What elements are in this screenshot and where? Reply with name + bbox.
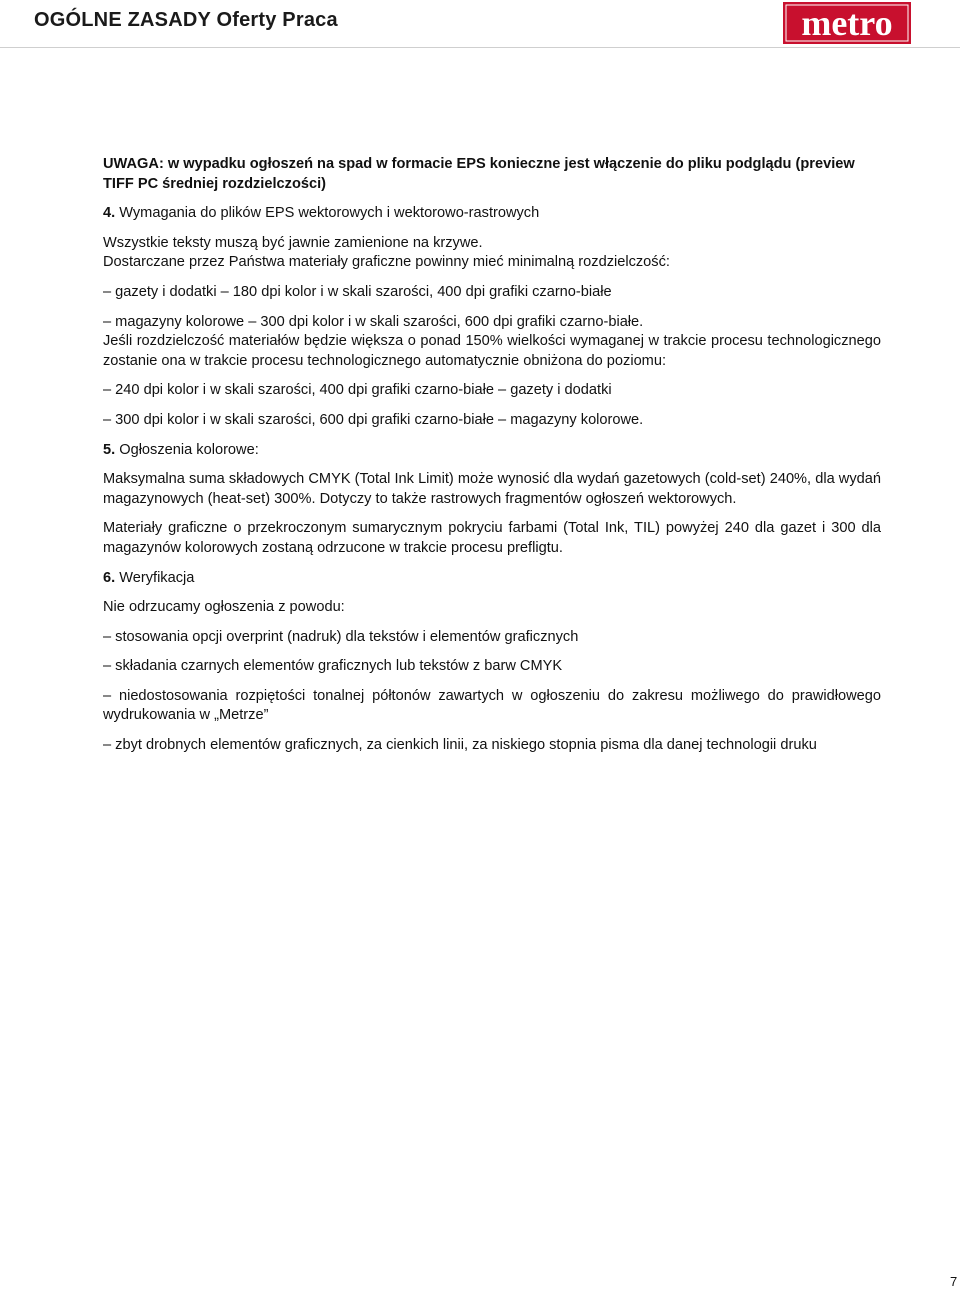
reason-list-item: – stosowania opcji overprint (nadruk) dla tekstów i elementów graficznych: [103, 628, 579, 645]
resolution-reduction-paragraph: Jeśli rozdzielczość materiałów będzie większa o ponad 150% wielkości wymaganej w trakcie procesu technologicznego zostanie ona w trakcie procesu technologicznego automatycznie obniżona do poziomu:: [103, 333, 881, 369]
reason-list-item: – składania czarnych elementów graficznych lub tekstów z barw CMYK: [103, 658, 563, 675]
metro-logo: [783, 2, 911, 44]
section-5-heading: [103, 441, 881, 461]
section-4-heading: [103, 204, 881, 224]
reduction-magazines: – 300 dpi kolor i w skali szarości, 600 dpi grafiki czarno-białe – magazyny kolorowe.: [103, 411, 644, 428]
section-number: 4.: [103, 205, 116, 222]
logo-text: metro: [801, 3, 893, 43]
header-divider: [0, 47, 960, 48]
warning-note: UWAGA: w wypadku ogłoszeń na spad w formacie EPS konieczne jest włączenie do pliku podglądu (preview TIFF PC średniej rozdzielczości): [103, 156, 855, 192]
page-number: 7: [950, 1274, 958, 1289]
reason-list-item: – zbyt drobnych elementów graficznych, za cienkich linii, za niskiego stopnia pisma dla danej technologii druku: [103, 737, 817, 754]
resolution-newspapers: – gazety i dodatki – 180 dpi kolor i w skali szarości, 400 dpi grafiki czarno-białe: [103, 283, 612, 300]
document-body: [103, 155, 881, 766]
not-rejected-intro: Nie odrzucamy ogłoszenia z powodu:: [103, 599, 345, 616]
til-rejection-paragraph: Materiały graficzne o przekroczonym sumarycznym pokryciu farbami (Total Ink, TIL) powyżej 240 dla gazet i 300 dla magazynów kolorowych zostaną odrzucone w trakcie procesu prefligtu.: [103, 520, 881, 556]
section-title: Weryfikacja: [115, 569, 195, 586]
reason-list-item: – niedostosowania rozpiętości tonalnej półtonów zawartych w ogłoszeniu do zakresu możliwego do prawidłowego wydrukowania w „Metrze”: [103, 687, 881, 724]
resolution-intro: Dostarczane przez Państwa materiały graficzne powinny mieć minimalną rozdzielczość:: [103, 254, 670, 271]
section-title: Wymagania do plików EPS wektorowych i wektorowo-rastrowych: [115, 205, 540, 222]
document-title: OGÓLNE ZASADY Oferty Praca: [34, 9, 338, 31]
cmyk-limit-paragraph: Maksymalna suma składowych CMYK (Total Ink Limit) może wynosić dla wydań gazetowych (cold-set) 240%, dla wydań magazynowych (heat-set) 300%. Dotyczy to także rastrowych fragmentów ogłoszeń wektorowych.: [103, 471, 881, 507]
reduction-newspapers: – 240 dpi kolor i w skali szarości, 400 dpi grafiki czarno-białe – gazety i dodatki: [103, 382, 612, 399]
section-number: 6.: [103, 569, 116, 586]
page-header: [0, 0, 960, 48]
section-title: Ogłoszenia kolorowe:: [115, 441, 259, 458]
section-number: 5.: [103, 441, 116, 458]
curves-requirement: Wszystkie teksty muszą być jawnie zamienione na krzywe.: [103, 234, 483, 251]
resolution-magazines: – magazyny kolorowe – 300 dpi kolor i w skali szarości, 600 dpi grafiki czarno-białe.: [103, 313, 644, 330]
section-6-heading: [103, 569, 881, 589]
